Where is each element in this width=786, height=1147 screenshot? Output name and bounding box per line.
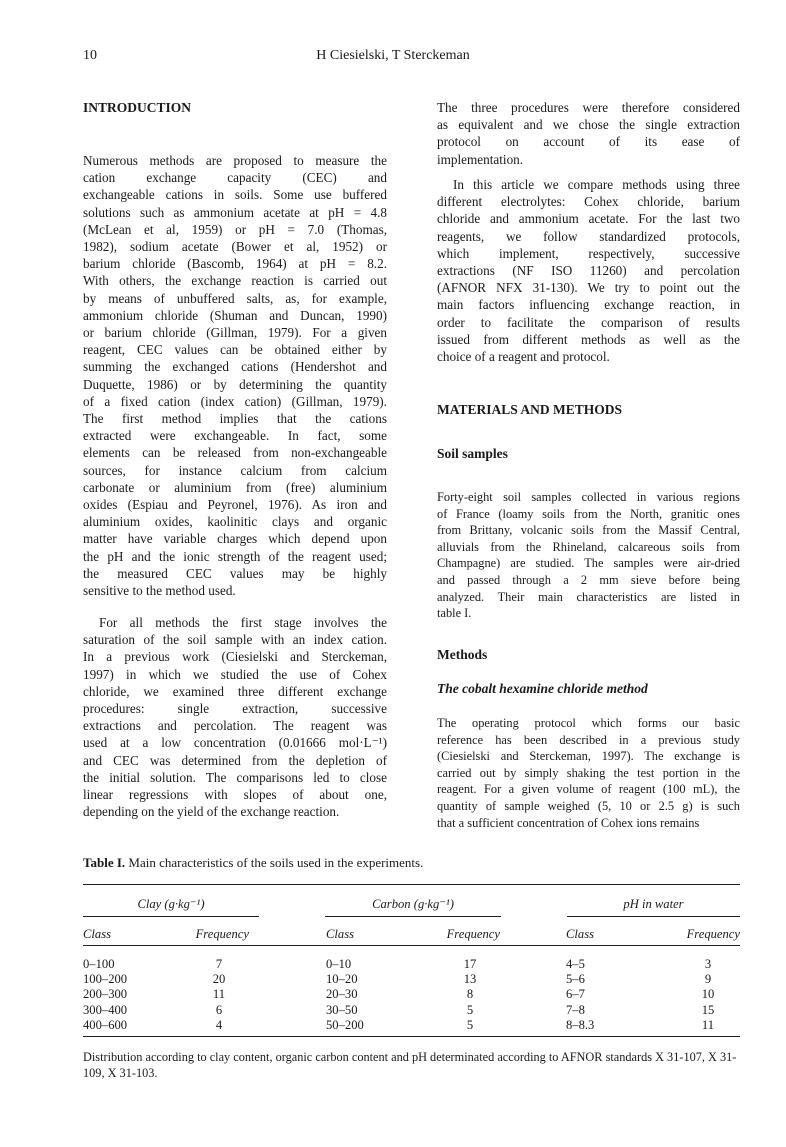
table-cell: 50–200 [326,1017,364,1032]
text-line: extracted were exchangeable. In fact, some [83,428,387,444]
text-line: Duquette, 1986) or by determining the quantity [83,376,387,392]
text-line: summing the exchanged cations (Hendershot and [83,359,387,375]
text-line: With others, the exchange reaction is carried out [83,273,387,289]
text-line: Forty-eight soil samples collected in various regions [437,490,740,504]
group-clay: Clay (g·kg⁻¹) [137,897,205,911]
group-carbon: Carbon (g·kg⁻¹) [372,897,454,911]
table-caption-label: Table I. [83,855,126,870]
text-line: the pH and the ionic strength of the reagent used; [83,548,387,564]
text-line: ammonium chloride (Shuman and Duncan, 1990) [83,307,387,323]
text-line: and CEC was determined from the depletion of [83,752,387,768]
text-line: the measured CEC values may be highly [83,565,387,581]
text-line: different electrolytes: Cohex chloride, barium [437,194,740,210]
table-subhead-rule [83,945,740,946]
table-cell: 6 [215,1002,223,1017]
heading-introduction: INTRODUCTION [83,100,192,115]
text-line: of France (loamy soils from the North, granitic ones [437,506,740,521]
text-line: aluminium oxides, kaolinitic clays and organic [83,514,387,530]
text-line: (McLean et al, 1959) or pH = 7.0 (Thomas, [83,221,387,237]
table-cell: 5–6 [566,972,585,987]
table-cell: 300–400 [83,1002,128,1017]
table-cell: 5 [466,1017,474,1032]
table-cell: 13 [463,972,477,987]
text-line: chloride and ammonium acetate. For the last two [437,211,740,227]
group-rule-ph [567,916,740,917]
page-number: 10 [83,48,97,63]
table-cell: 0–10 [326,957,352,971]
text-line: sensitive to the method used. [83,583,236,599]
text-line: quantity of sample weighed (5, 10 or 2.5 g) is such [437,798,740,813]
table-cell: 7 [215,957,223,971]
column-header: Frequency [195,927,249,941]
group-rule-clay [83,916,259,917]
table-cell: 3 [704,957,712,971]
text-line: of a fixed cation (index cation) (Gillman, 1979). [83,393,387,409]
table-bottom-rule [83,1036,740,1037]
heading-soil-samples: Soil samples [437,446,508,461]
column-header: Frequency [446,927,500,941]
table-cell: 4–5 [566,957,585,971]
column-header: Frequency [686,927,740,941]
text-line: matter have variable charges which depend upon [83,531,387,547]
text-line: sources, for instance calcium from calcium [83,462,387,478]
table-cell: 15 [701,1002,715,1017]
table-cell: 17 [463,957,477,971]
text-line: or barium chloride (Gillman, 1979). For a given [83,325,387,341]
text-line: choice of a reagent and protocol. [437,349,610,365]
right-paragraph-1 [437,99,740,168]
table-cell: 11 [212,987,226,1002]
text-line: solutions such as ammonium acetate at pH = 4.8 [83,204,387,220]
table-cell: 10–20 [326,972,358,987]
table-cell: 20 [212,972,226,987]
column-header: Class [326,927,354,941]
text-line: alluvials from the Rhineland, calcareous soils from [437,539,740,554]
text-line: elements can be released from non-exchangeable [83,445,387,461]
table-top-rule [83,884,740,885]
table-cell: 6–7 [566,987,585,1002]
table-cell: 9 [704,972,712,987]
text-line: In this article we compare methods using three [453,177,740,192]
table-cell: 5 [466,1002,474,1017]
text-line: from Brittany, volcanic soils from the Massif Central, [437,523,740,538]
intro-paragraph-2 [83,614,387,820]
text-line: In a previous work (Ciesielski and Sterckeman, [83,649,387,665]
text-line: and passed through a 2 mm sieve before being [437,572,740,587]
text-line: oxides (Espiau and Peyronel, 1976). As iron and [83,497,387,513]
text-line: barium chloride (Bascomb, 1964) at pH = 8.2. [83,256,387,272]
soil-samples-paragraph [437,489,740,622]
text-line: carried out by simply shaking the test portion in the [437,765,740,780]
text-line: 1982), sodium acetate (Bower et al, 1952) or [83,239,387,255]
table-cell: 11 [701,1017,715,1032]
left-column [83,99,387,116]
group-ph: pH in water [623,897,684,911]
right-paragraph-2 [437,176,740,365]
text-line: Champagne) are studied. The samples were air-dried [437,556,740,571]
table-cell: 8–8.3 [566,1017,595,1032]
table-caption-text: Main characteristics of the soils used in the experiments. [125,855,424,870]
table-cell: 100–200 [83,972,128,987]
text-line: carbonate or aluminium from (free) aluminium [83,479,387,495]
text-line: by means of unbuffered salts, as, for example, [83,290,387,306]
text-line: table I. [437,606,472,621]
text-line: as equivalent and we chose the single extraction [437,117,740,133]
text-line: procedures: single extraction, successive [83,701,387,717]
table-cell: 0–100 [83,957,115,971]
text-line: (Ciesielski and Sterckeman, 1997). The exchange is [437,749,740,764]
cobalt-paragraph [437,715,740,831]
text-line: main factors influencing exchange reaction, in [437,297,740,313]
text-line: extractions and percolation. The reagent was [83,718,387,734]
text-line: 1997) in which we studied the use of Cohex [83,666,387,682]
text-line: The three procedures were therefore considered [437,100,740,115]
table-cell: 30–50 [326,1002,358,1017]
heading-materials-methods: MATERIALS AND METHODS [437,402,623,417]
heading-cobalt-method: The cobalt hexamine chloride method [437,681,648,696]
text-line: exchangeable cations in soils. Some use buffered [83,187,387,203]
text-line: chloride, we examined three different exchange [83,683,387,699]
column-header: Class [83,927,111,941]
table-cell: 200–300 [83,987,128,1002]
text-line: which implement, respectively, successive [437,245,740,261]
text-line: saturation of the soil sample with an index cation. [83,632,387,648]
text-line: depending on the yield of the exchange reaction. [83,804,340,820]
text-line: reagents, we follow standardized protocols, [437,228,740,244]
heading-methods: Methods [437,647,488,662]
text-line: that a sufficient concentration of Cohex ions remains [437,815,700,830]
table-note: Distribution according to clay content, organic carbon content and pH determinated according to AFNOR standards X 31-107, X 31-109, X 31-103. [83,1050,737,1080]
text-line: (AFNOR NFX 31-130). We try to point out the [437,280,740,296]
table-cell: 20–30 [326,987,358,1002]
text-line: analyzed. Their main characteristics are listed in [437,589,740,604]
table-cell: 7–8 [566,1002,585,1017]
table-cell: 4 [215,1017,223,1032]
text-line: The first method implies that the cations [83,411,387,427]
text-line: For all methods the first stage involves the [99,615,387,630]
table-cell: 10 [701,987,715,1002]
text-line: order to facilitate the comparison of results [437,314,740,330]
text-line: the initial solution. The comparisons led to close [83,769,387,785]
text-line: reagent, CEC values can be obtained either by [83,342,387,358]
text-line: The operating protocol which forms our basic [437,716,740,730]
intro-paragraph-1 [83,152,387,599]
running-head: H Ciesielski, T Sterckeman [316,48,470,63]
group-rule-carbon [325,916,501,917]
table-cell: 8 [466,987,474,1002]
text-line: linear regressions with slopes of about one, [83,787,387,803]
column-header: Class [566,927,594,941]
text-line: extractions (NF ISO 11260) and percolation [437,263,740,279]
table-cell: 400–600 [83,1017,128,1032]
table-caption [83,855,423,871]
text-line: reagent. For a given volume of reagent (100 mL), the [437,782,740,797]
text-line: issued from different methods as well as the [437,331,740,347]
text-line: Numerous methods are proposed to measure the [83,153,387,168]
text-line: cation exchange capacity (CEC) and [83,170,387,186]
text-line: protocol on account of its ease of [437,134,740,150]
text-line: reference has been described in a previous study [437,732,740,747]
text-line: implementation. [437,151,524,167]
text-line: used at a low concentration (0.01666 mol·L⁻¹) [83,735,387,751]
